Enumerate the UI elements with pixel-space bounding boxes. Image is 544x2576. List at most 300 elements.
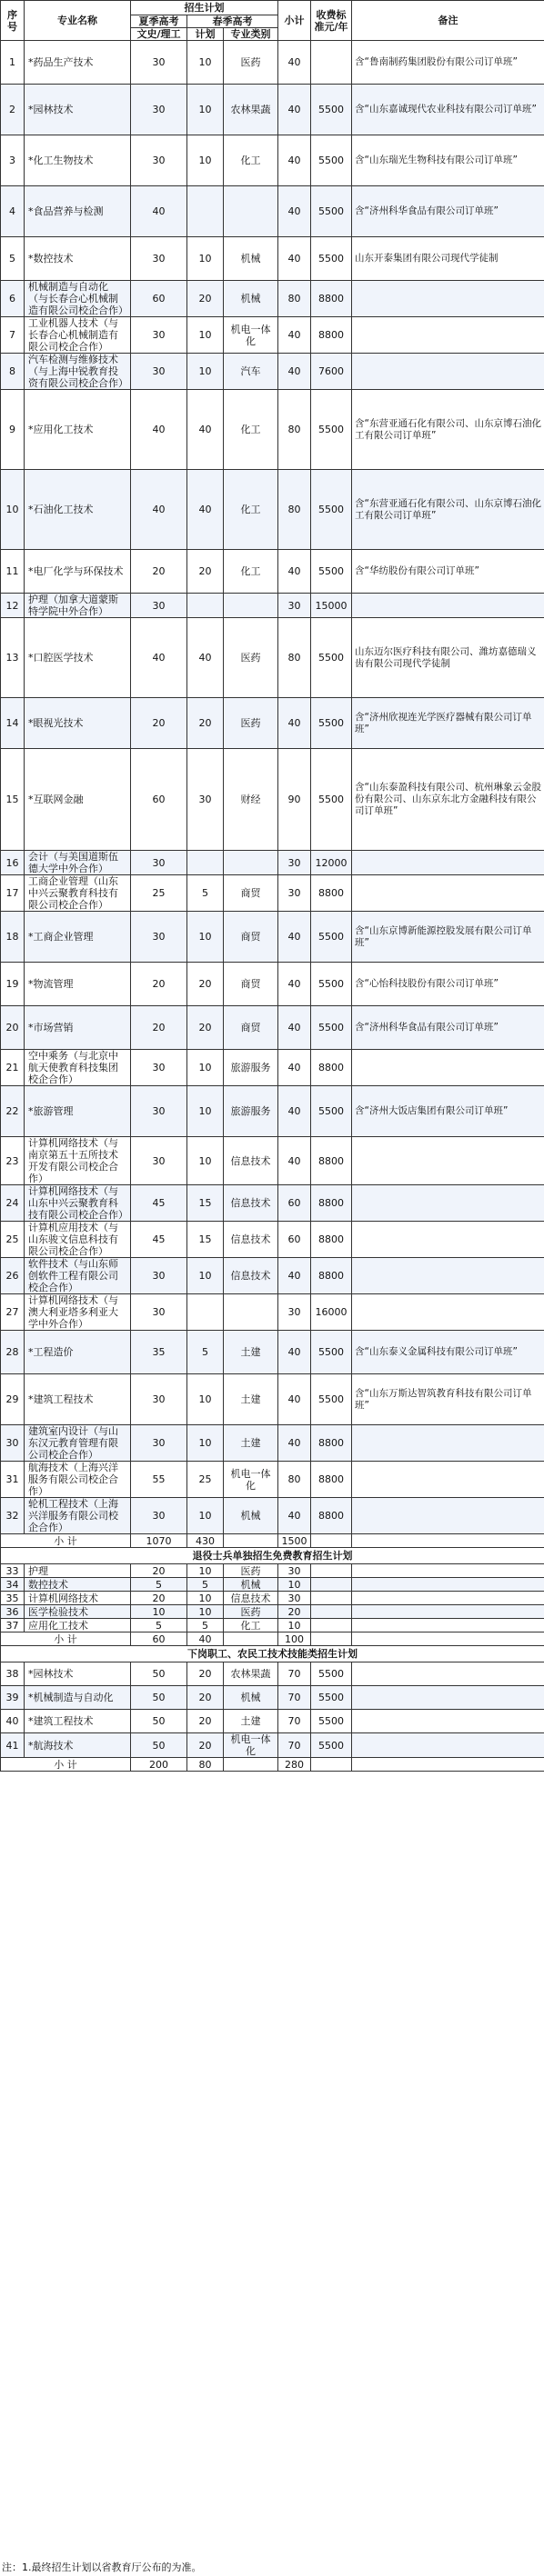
section1-subtotal-empty-type: [224, 1534, 278, 1548]
row-seq: 31: [1, 1462, 25, 1498]
row-remarks: 含“济州科华食品有限公司订单班”: [352, 186, 544, 237]
row-seq: 41: [1, 1733, 25, 1758]
row-spring-type: 农林果蔬: [224, 85, 278, 135]
table-row: [1, 698, 544, 749]
row-fee: 5500: [311, 1710, 352, 1733]
row-remarks: 含“济州欣视连光学医疗器械有限公司订单班”: [352, 698, 544, 749]
row-summer-plan: 30: [131, 1258, 187, 1294]
row-remarks: 含“心怡科技股份有限公司订单班”: [352, 963, 544, 1006]
row-subtotal: 40: [278, 698, 311, 749]
table-row: [1, 1006, 544, 1050]
row-summer-plan: 20: [131, 1592, 187, 1605]
row-major-name: *航海技术: [25, 1733, 131, 1758]
row-seq: 37: [1, 1619, 25, 1632]
row-remarks: 含“东营亚通石化有限公司、山东京博石油化工有限公司订单班”: [352, 470, 544, 550]
row-subtotal: 40: [278, 1258, 311, 1294]
row-major-name: *园林技术: [25, 1662, 131, 1686]
row-summer-plan: 30: [131, 354, 187, 390]
table-row: [1, 85, 544, 135]
row-spring-type: [224, 594, 278, 618]
row-seq: 23: [1, 1137, 25, 1185]
row-spring-plan: 40: [187, 390, 224, 470]
row-spring-type: 机械: [224, 1498, 278, 1534]
row-spring-plan: 40: [187, 618, 224, 698]
row-subtotal: 30: [278, 875, 311, 912]
row-fee: 5500: [311, 1331, 352, 1374]
row-fee: 8800: [311, 1222, 352, 1258]
row-seq: 8: [1, 354, 25, 390]
row-spring-type: 机械: [224, 1686, 278, 1710]
row-summer-plan: 30: [131, 317, 187, 354]
table-row: [1, 135, 544, 186]
row-summer-plan: 30: [131, 237, 187, 281]
row-subtotal: 80: [278, 390, 311, 470]
row-fee: 5500: [311, 550, 352, 594]
section2-subtotal-total: 100: [278, 1632, 311, 1646]
row-spring-plan: 10: [187, 237, 224, 281]
row-major-name: *口腔医学技术: [25, 618, 131, 698]
row-remarks: 含“山东万斯达智筑教育科技有限公司订单班”: [352, 1374, 544, 1425]
row-fee: 8800: [311, 1050, 352, 1086]
row-major-name: 计算机网络技术（与南京第五十五所技术开发有限公司校企合作）: [25, 1137, 131, 1185]
row-remarks: [352, 1462, 544, 1498]
section2-title: 退役士兵单独招生免费教育招生计划: [1, 1548, 544, 1564]
header-summer-group: 夏季高考: [131, 15, 187, 28]
row-subtotal: 40: [278, 135, 311, 186]
row-fee: 5500: [311, 135, 352, 186]
row-fee: 8800: [311, 1258, 352, 1294]
row-summer-plan: 30: [131, 1086, 187, 1137]
row-remarks: [352, 1425, 544, 1462]
row-spring-type: 信息技术: [224, 1137, 278, 1185]
row-remarks: 含“济州科华食品有限公司订单班”: [352, 1006, 544, 1050]
section3-title: 下岗职工、农民工技术技能类招生计划: [1, 1646, 544, 1662]
section2-subtotal-empty-type: [224, 1632, 278, 1646]
row-subtotal: 90: [278, 749, 311, 851]
row-fee: [311, 1619, 352, 1632]
row-remarks: 山东迈尔医疗科技有限公司、潍坊嘉德瑞义齿有限公司现代学徒制: [352, 618, 544, 698]
row-spring-plan: 25: [187, 1462, 224, 1498]
row-spring-plan: [187, 186, 224, 237]
row-spring-plan: 20: [187, 963, 224, 1006]
row-subtotal: 60: [278, 1185, 311, 1222]
row-subtotal: 40: [278, 186, 311, 237]
section1-subtotal-empty-fee: [311, 1534, 352, 1548]
header-spring-group: 春季高考: [187, 15, 278, 28]
row-spring-plan: 10: [187, 1564, 224, 1578]
row-summer-plan: 20: [131, 698, 187, 749]
section-regular-enrollment: [1, 41, 544, 1548]
footnote: 注：1.最终招生计划以省教育厅公布的为准。: [2, 2561, 202, 2573]
row-spring-plan: 10: [187, 317, 224, 354]
row-fee: [311, 1578, 352, 1592]
row-seq: 7: [1, 317, 25, 354]
row-remarks: [352, 1619, 544, 1632]
row-remarks: 含“山东泰义金属科技有限公司订单班”: [352, 1331, 544, 1374]
table-row: [1, 317, 544, 354]
row-fee: 5500: [311, 1686, 352, 1710]
row-subtotal: 40: [278, 1086, 311, 1137]
row-subtotal: 40: [278, 1331, 311, 1374]
table-row: [1, 390, 544, 470]
section3-subtotal-label: 小 计: [1, 1758, 131, 1772]
row-summer-plan: 45: [131, 1222, 187, 1258]
row-subtotal: 20: [278, 1605, 311, 1619]
table-row: [1, 1086, 544, 1137]
row-remarks: [352, 1222, 544, 1258]
row-spring-plan: 20: [187, 1733, 224, 1758]
section2-subtotal-spring: 40: [187, 1632, 224, 1646]
row-remarks: [352, 1605, 544, 1619]
row-subtotal: 70: [278, 1686, 311, 1710]
row-summer-plan: 30: [131, 1374, 187, 1425]
row-subtotal: 40: [278, 41, 311, 85]
row-remarks: [352, 875, 544, 912]
section2-subtotal-empty-note: [352, 1632, 544, 1646]
row-summer-plan: 50: [131, 1686, 187, 1710]
row-spring-type: 医药: [224, 698, 278, 749]
row-seq: 33: [1, 1564, 25, 1578]
row-spring-type: 土建: [224, 1425, 278, 1462]
row-major-name: 机械制造与自动化（与长春合心机械制造有限公司校企合作）: [25, 281, 131, 317]
row-summer-plan: 50: [131, 1733, 187, 1758]
table-row: [1, 1462, 544, 1498]
row-seq: 26: [1, 1258, 25, 1294]
row-major-name: *园林技术: [25, 85, 131, 135]
row-spring-type: 医药: [224, 1564, 278, 1578]
row-remarks: [352, 851, 544, 875]
row-fee: 5500: [311, 186, 352, 237]
row-major-name: 汽车检测与维修技术（与上海中锐教育投资有限公司校企合作）: [25, 354, 131, 390]
row-seq: 4: [1, 186, 25, 237]
table-row: [1, 1605, 544, 1619]
row-remarks: 山东开泰集团有限公司现代学徒制: [352, 237, 544, 281]
table-row: [1, 41, 544, 85]
row-remarks: 含“鲁南制药集团股份有限公司订单班”: [352, 41, 544, 85]
row-remarks: 含“华纺股份有限公司订单班”: [352, 550, 544, 594]
row-seq: 11: [1, 550, 25, 594]
row-seq: 39: [1, 1686, 25, 1710]
row-major-name: *物流管理: [25, 963, 131, 1006]
row-subtotal: 60: [278, 1222, 311, 1258]
row-seq: 25: [1, 1222, 25, 1258]
row-fee: 8800: [311, 1137, 352, 1185]
row-major-name: 会计（与美国道斯伍德大学中外合作）: [25, 851, 131, 875]
row-remarks: [352, 317, 544, 354]
row-fee: 16000: [311, 1294, 352, 1331]
row-spring-plan: 10: [187, 1425, 224, 1462]
header-subtotal: 小计: [278, 1, 311, 41]
header-spring-type: 专业类别: [224, 28, 278, 41]
row-summer-plan: 30: [131, 594, 187, 618]
row-summer-plan: 5: [131, 1619, 187, 1632]
row-remarks: [352, 1185, 544, 1222]
row-seq: 13: [1, 618, 25, 698]
row-major-name: 计算机网络技术（与山东中兴云聚教育科技有限公司校企合作）: [25, 1185, 131, 1222]
row-spring-type: 化工: [224, 135, 278, 186]
row-seq: 27: [1, 1294, 25, 1331]
table-row: [1, 1050, 544, 1086]
section2-subtotal-row: [1, 1632, 544, 1646]
row-spring-type: 商贸: [224, 1006, 278, 1050]
row-subtotal: 30: [278, 1294, 311, 1331]
section2-subtotal-summer: 60: [131, 1632, 187, 1646]
row-subtotal: 30: [278, 1564, 311, 1578]
row-spring-plan: 40: [187, 470, 224, 550]
header-summer-col: 文史/理工: [131, 28, 187, 41]
row-major-name: 空中乘务（与北京中航天使教育科技集团校企合作）: [25, 1050, 131, 1086]
row-spring-plan: [187, 1294, 224, 1331]
row-summer-plan: 50: [131, 1710, 187, 1733]
row-spring-plan: 20: [187, 1686, 224, 1710]
row-seq: 19: [1, 963, 25, 1006]
table-row: [1, 1592, 544, 1605]
row-fee: 5500: [311, 618, 352, 698]
row-fee: 5500: [311, 749, 352, 851]
row-fee: 5500: [311, 963, 352, 1006]
row-spring-plan: 10: [187, 41, 224, 85]
header-seq: 序号: [1, 1, 25, 41]
row-fee: 8800: [311, 875, 352, 912]
row-spring-type: 土建: [224, 1710, 278, 1733]
row-fee: 12000: [311, 851, 352, 875]
row-spring-plan: 10: [187, 1086, 224, 1137]
row-subtotal: 40: [278, 912, 311, 963]
table-row: [1, 851, 544, 875]
row-seq: 14: [1, 698, 25, 749]
row-spring-type: 信息技术: [224, 1185, 278, 1222]
section3-subtotal-empty-fee: [311, 1758, 352, 1772]
row-fee: 7600: [311, 354, 352, 390]
row-subtotal: 40: [278, 963, 311, 1006]
table-row: [1, 1374, 544, 1425]
row-spring-type: 医药: [224, 1605, 278, 1619]
table-row: [1, 186, 544, 237]
section3-subtotal-empty-type: [224, 1758, 278, 1772]
table-row: [1, 237, 544, 281]
table-row: [1, 1331, 544, 1374]
table-row: [1, 963, 544, 1006]
row-summer-plan: 30: [131, 851, 187, 875]
row-spring-type: [224, 186, 278, 237]
row-fee: 5500: [311, 698, 352, 749]
row-spring-plan: 5: [187, 1578, 224, 1592]
row-major-name: 建筑室内设计（与山东汉元教育管理有限公司校企合作）: [25, 1425, 131, 1462]
row-major-name: *旅游管理: [25, 1086, 131, 1137]
header-fee: 收费标准元/年: [311, 1, 352, 41]
row-major-name: *食品营养与检测: [25, 186, 131, 237]
row-seq: 16: [1, 851, 25, 875]
row-summer-plan: 25: [131, 875, 187, 912]
row-subtotal: 70: [278, 1710, 311, 1733]
row-spring-plan: 5: [187, 1619, 224, 1632]
table-row: [1, 1294, 544, 1331]
row-major-name: *电厂化学与环保技术: [25, 550, 131, 594]
row-subtotal: 40: [278, 354, 311, 390]
row-seq: 1: [1, 41, 25, 85]
row-seq: 18: [1, 912, 25, 963]
row-remarks: [352, 1050, 544, 1086]
row-major-name: 轮机工程技术（上海兴洋服务有限公司校企合作）: [25, 1498, 131, 1534]
row-summer-plan: 30: [131, 85, 187, 135]
row-fee: 5500: [311, 85, 352, 135]
row-seq: 32: [1, 1498, 25, 1534]
section1-subtotal-summer: 1070: [131, 1534, 187, 1548]
row-summer-plan: 40: [131, 390, 187, 470]
row-summer-plan: 5: [131, 1578, 187, 1592]
section1-subtotal-row: [1, 1534, 544, 1548]
header-spring-plan: 计划: [187, 28, 224, 41]
row-summer-plan: 30: [131, 135, 187, 186]
row-spring-type: [224, 1294, 278, 1331]
row-fee: 8800: [311, 281, 352, 317]
row-spring-type: 旅游服务: [224, 1050, 278, 1086]
row-spring-plan: 10: [187, 354, 224, 390]
row-seq: 22: [1, 1086, 25, 1137]
row-spring-type: 汽车: [224, 354, 278, 390]
section3-subtotal-empty-note: [352, 1758, 544, 1772]
table-row: [1, 1498, 544, 1534]
row-subtotal: 30: [278, 594, 311, 618]
row-fee: 5500: [311, 1733, 352, 1758]
row-spring-type: 化工: [224, 550, 278, 594]
row-major-name: 护理（加拿大道蒙斯特学院中外合作）: [25, 594, 131, 618]
row-major-name: *眼视光技术: [25, 698, 131, 749]
table-row: [1, 354, 544, 390]
row-spring-plan: 20: [187, 698, 224, 749]
row-spring-plan: 10: [187, 1374, 224, 1425]
table-row: [1, 1619, 544, 1632]
row-remarks: [352, 1498, 544, 1534]
row-fee: 8800: [311, 1185, 352, 1222]
row-spring-type: 机电一体化: [224, 317, 278, 354]
row-major-name: *市场营销: [25, 1006, 131, 1050]
table-row: [1, 1710, 544, 1733]
row-spring-plan: 10: [187, 1137, 224, 1185]
row-subtotal: 40: [278, 1006, 311, 1050]
row-subtotal: 40: [278, 1137, 311, 1185]
row-major-name: 数控技术: [25, 1578, 131, 1592]
row-summer-plan: 30: [131, 1425, 187, 1462]
row-fee: [311, 1592, 352, 1605]
row-spring-plan: [187, 851, 224, 875]
table-row: [1, 1733, 544, 1758]
row-subtotal: 10: [278, 1619, 311, 1632]
row-summer-plan: 55: [131, 1462, 187, 1498]
row-seq: 17: [1, 875, 25, 912]
section2-subtotal-empty-fee: [311, 1632, 352, 1646]
row-fee: 5500: [311, 1086, 352, 1137]
row-spring-type: 信息技术: [224, 1222, 278, 1258]
table-row: [1, 1425, 544, 1462]
row-summer-plan: 30: [131, 41, 187, 85]
row-subtotal: 40: [278, 1498, 311, 1534]
row-spring-plan: 20: [187, 1710, 224, 1733]
row-remarks: [352, 1662, 544, 1686]
header-remarks: 备注: [352, 1, 544, 41]
row-spring-type: 商贸: [224, 875, 278, 912]
row-spring-plan: 15: [187, 1222, 224, 1258]
row-fee: 5500: [311, 1374, 352, 1425]
row-subtotal: 30: [278, 851, 311, 875]
row-seq: 2: [1, 85, 25, 135]
section-worker-enrollment: [1, 1646, 544, 1772]
row-spring-type: 商贸: [224, 912, 278, 963]
row-summer-plan: 30: [131, 1050, 187, 1086]
row-major-name: 航海技术（上海兴洋服务有限公司校企合作）: [25, 1462, 131, 1498]
section1-subtotal-total: 1500: [278, 1534, 311, 1548]
row-spring-plan: 5: [187, 875, 224, 912]
row-fee: 15000: [311, 594, 352, 618]
row-summer-plan: 20: [131, 1006, 187, 1050]
row-major-name: *机械制造与自动化: [25, 1686, 131, 1710]
row-spring-type: 信息技术: [224, 1592, 278, 1605]
row-summer-plan: 40: [131, 470, 187, 550]
row-remarks: [352, 354, 544, 390]
row-major-name: *建筑工程技术: [25, 1710, 131, 1733]
row-spring-type: 财经: [224, 749, 278, 851]
row-spring-plan: 20: [187, 1006, 224, 1050]
table-row: [1, 1662, 544, 1686]
table-row: [1, 912, 544, 963]
row-fee: 5500: [311, 390, 352, 470]
row-seq: 20: [1, 1006, 25, 1050]
header-plan: 招生计划: [131, 1, 278, 15]
row-spring-type: 化工: [224, 390, 278, 470]
row-remarks: 含“东营亚通石化有限公司、山东京博石油化工有限公司订单班”: [352, 390, 544, 470]
row-subtotal: 40: [278, 1050, 311, 1086]
row-summer-plan: 20: [131, 550, 187, 594]
row-spring-type: 商贸: [224, 963, 278, 1006]
row-subtotal: 80: [278, 470, 311, 550]
row-spring-type: 机电一体化: [224, 1733, 278, 1758]
row-major-name: *互联网金融: [25, 749, 131, 851]
row-spring-plan: 15: [187, 1185, 224, 1222]
row-seq: 38: [1, 1662, 25, 1686]
row-major-name: 应用化工技术: [25, 1619, 131, 1632]
table-row: [1, 1137, 544, 1185]
row-summer-plan: 30: [131, 1294, 187, 1331]
row-spring-plan: 10: [187, 912, 224, 963]
table-row: [1, 1185, 544, 1222]
table-row: [1, 1258, 544, 1294]
row-spring-type: 土建: [224, 1374, 278, 1425]
row-spring-type: 机械: [224, 237, 278, 281]
row-summer-plan: 60: [131, 281, 187, 317]
row-spring-type: 化工: [224, 470, 278, 550]
row-spring-plan: 30: [187, 749, 224, 851]
row-subtotal: 70: [278, 1662, 311, 1686]
table-row: [1, 594, 544, 618]
section2-subtotal-label: 小 计: [1, 1632, 131, 1646]
section3-subtotal-spring: 80: [187, 1758, 224, 1772]
row-spring-type: 机电一体化: [224, 1462, 278, 1498]
row-fee: [311, 1605, 352, 1619]
row-subtotal: 40: [278, 85, 311, 135]
row-major-name: 护理: [25, 1564, 131, 1578]
row-subtotal: 40: [278, 317, 311, 354]
section1-subtotal-empty-note: [352, 1534, 544, 1548]
row-remarks: 含“山东京博新能源控股发展有限公司订单班”: [352, 912, 544, 963]
row-major-name: *化工生物技术: [25, 135, 131, 186]
row-spring-plan: 10: [187, 1498, 224, 1534]
row-spring-plan: 20: [187, 281, 224, 317]
row-seq: 36: [1, 1605, 25, 1619]
row-remarks: 含“山东嘉诚现代农业科技有限公司订单班”: [352, 85, 544, 135]
row-spring-plan: 10: [187, 85, 224, 135]
section1-subtotal-spring: 430: [187, 1534, 224, 1548]
row-remarks: [352, 1258, 544, 1294]
